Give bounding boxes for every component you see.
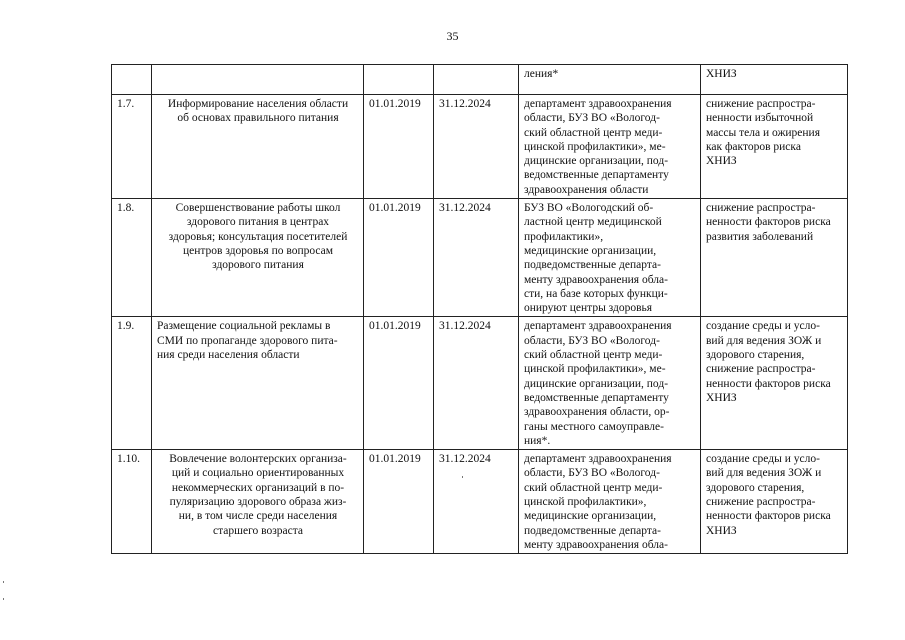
- scan-speck: [462, 476, 463, 478]
- cell-line: менту здравоохранения обла-: [524, 538, 668, 551]
- cell-line: развития заболеваний: [706, 230, 814, 243]
- cell-line: Информирование населения области: [167, 98, 349, 110]
- cell-line: ления*: [524, 68, 559, 80]
- end-date: 31.12.2024: [439, 202, 491, 215]
- scan-speck: [3, 598, 4, 600]
- cell-line: об основах правильного питания: [177, 112, 339, 125]
- cell-line: профилактики»,: [524, 230, 604, 243]
- cell-line: ведомственные департаменту: [524, 391, 669, 404]
- cell-line: цинской профилактики»,: [524, 496, 647, 509]
- start-date: 01.01.2019: [369, 202, 421, 215]
- item-number: 1.10.: [117, 453, 140, 466]
- cell-executors: [519, 317, 701, 450]
- cell-executors: [519, 450, 701, 554]
- cell-line: ненности факторов риска: [706, 510, 831, 523]
- cell-line: департамент здравоохранения: [524, 453, 672, 466]
- cell-line: массы тела и ожирения: [706, 126, 821, 139]
- item-number: 1.9.: [117, 320, 135, 333]
- end-date: 31.12.2024: [439, 320, 491, 333]
- table-row: [112, 199, 848, 317]
- cell-line: подведомственные департа-: [524, 524, 661, 537]
- cell-end-date: [434, 95, 519, 199]
- end-date: 31.12.2024: [439, 453, 491, 466]
- cell-line: ганы местного самоуправле-: [524, 420, 664, 433]
- start-date: 01.01.2019: [369, 453, 421, 466]
- cell-line: подведомственные департа-: [524, 259, 661, 272]
- cell-line: онируют центры здоровья: [524, 302, 653, 315]
- cell-number: [112, 317, 152, 450]
- cell-line: здорового питания: [212, 259, 304, 272]
- cell-line: медицинские организации,: [524, 244, 657, 257]
- cell-line: снижение распростра-: [706, 98, 816, 110]
- table-body: [112, 65, 848, 554]
- cell-line: ненности факторов риска: [706, 216, 831, 229]
- cell-number: [112, 95, 152, 199]
- cell-line: вий для ведения ЗОЖ и: [706, 334, 822, 347]
- cell-result: [701, 450, 848, 554]
- cell-line: здорового старения,: [706, 349, 805, 362]
- cell-line: центров здоровья по вопросам: [182, 244, 334, 257]
- cell-line: ХНИЗ: [706, 391, 737, 404]
- cell-measure: [152, 95, 364, 199]
- cell-executors: [519, 65, 701, 95]
- cell-result: [701, 65, 848, 95]
- cell-line: создание среды и усло-: [706, 320, 820, 333]
- cell-line: здорового старения,: [706, 481, 805, 494]
- cell-line: департамент здравоохранения: [524, 98, 672, 110]
- cell-line: здорового питания в центрах: [186, 216, 330, 229]
- cell-result: [701, 199, 848, 317]
- cell-line: медицинские организации,: [524, 510, 657, 523]
- cell-measure: [152, 199, 364, 317]
- cell-executors: [519, 199, 701, 317]
- cell-line: некоммерческих организаций в по-: [171, 481, 345, 494]
- cell-line: пуляризацию здорового образа жиз-: [169, 496, 347, 509]
- cell-result: [701, 95, 848, 199]
- cell-line: области, БУЗ ВО «Вологод-: [524, 112, 660, 125]
- cell-line: здравоохранения области, ор-: [524, 406, 670, 419]
- cell-line: Совершенствование работы школ: [175, 202, 341, 215]
- cell-line: цинской профилактики», ме-: [524, 140, 666, 153]
- cell-line: СМИ по пропаганде здорового пита-: [157, 334, 338, 347]
- cell-line: снижение распростра-: [706, 202, 816, 215]
- cell-number: [112, 199, 152, 317]
- cell-line: ский областной центр меди-: [524, 126, 663, 139]
- cell-end-date: [434, 450, 519, 554]
- cell-line: здоровья; консультация посетителей: [168, 230, 348, 243]
- item-number: 1.7.: [117, 98, 135, 110]
- cell-line: ций и социально ориентированных: [171, 467, 345, 480]
- cell-line: здравоохранения области: [524, 183, 649, 196]
- scan-speck: [3, 581, 4, 583]
- table-row: [112, 450, 848, 554]
- cell-line: снижение распростра-: [706, 363, 816, 376]
- cell-start-date: [364, 450, 434, 554]
- cell-line: ни, в том числе среди населения: [178, 510, 338, 523]
- cell-measure: [152, 317, 364, 450]
- cell-number: [112, 65, 152, 95]
- start-date: 01.01.2019: [369, 320, 421, 333]
- cell-line: дицинские организации, под-: [524, 155, 669, 168]
- cell-line: снижение распростра-: [706, 496, 816, 509]
- cell-line: ский областной центр меди-: [524, 349, 663, 362]
- cell-line: ский областной центр меди-: [524, 481, 663, 494]
- cell-start-date: [364, 65, 434, 95]
- start-date: 01.01.2019: [369, 98, 421, 110]
- cell-line: вий для ведения ЗОЖ и: [706, 467, 822, 480]
- cell-line: БУЗ ВО «Вологодский об-: [524, 202, 654, 215]
- cell-line: ХНИЗ: [706, 524, 737, 537]
- cell-start-date: [364, 95, 434, 199]
- cell-measure: [152, 65, 364, 95]
- cell-start-date: [364, 199, 434, 317]
- cell-line: создание среды и усло-: [706, 453, 820, 466]
- end-date: 31.12.2024: [439, 98, 491, 110]
- cell-line: сти, на базе которых функци-: [524, 287, 668, 300]
- cell-line: ния среди населения области: [157, 349, 300, 362]
- cell-line: ведомственные департаменту: [524, 169, 669, 182]
- cell-start-date: [364, 317, 434, 450]
- cell-executors: [519, 95, 701, 199]
- cell-line: менту здравоохранения обла-: [524, 273, 668, 286]
- table-row: [112, 317, 848, 450]
- item-number: 1.8.: [117, 202, 135, 215]
- cell-line: ненности факторов риска: [706, 377, 831, 390]
- table-row: [112, 65, 848, 95]
- table-row: [112, 95, 848, 199]
- cell-line: ния*.: [524, 434, 551, 447]
- cell-line: Размещение социальной рекламы в: [157, 320, 331, 333]
- cell-line: ХНИЗ: [706, 68, 737, 80]
- cell-line: Вовлечение волонтерских организа-: [169, 453, 347, 466]
- cell-line: ненности избыточной: [706, 112, 814, 125]
- cell-line: как факторов риска: [706, 140, 801, 153]
- cell-line: департамент здравоохранения: [524, 320, 672, 333]
- cell-line: области, БУЗ ВО «Вологод-: [524, 334, 660, 347]
- cell-line: цинской профилактики», ме-: [524, 363, 666, 376]
- cell-line: дицинские организации, под-: [524, 377, 669, 390]
- cell-end-date: [434, 317, 519, 450]
- cell-measure: [152, 450, 364, 554]
- cell-end-date: [434, 65, 519, 95]
- cell-number: [112, 450, 152, 554]
- measures-table: [111, 64, 848, 554]
- cell-end-date: [434, 199, 519, 317]
- cell-line: ХНИЗ: [706, 155, 737, 168]
- cell-result: [701, 317, 848, 450]
- cell-line: старшего возраста: [212, 524, 303, 537]
- cell-line: области, БУЗ ВО «Вологод-: [524, 467, 660, 480]
- page-number: 35: [446, 29, 459, 43]
- cell-line: ластной центр медицинской: [524, 216, 662, 229]
